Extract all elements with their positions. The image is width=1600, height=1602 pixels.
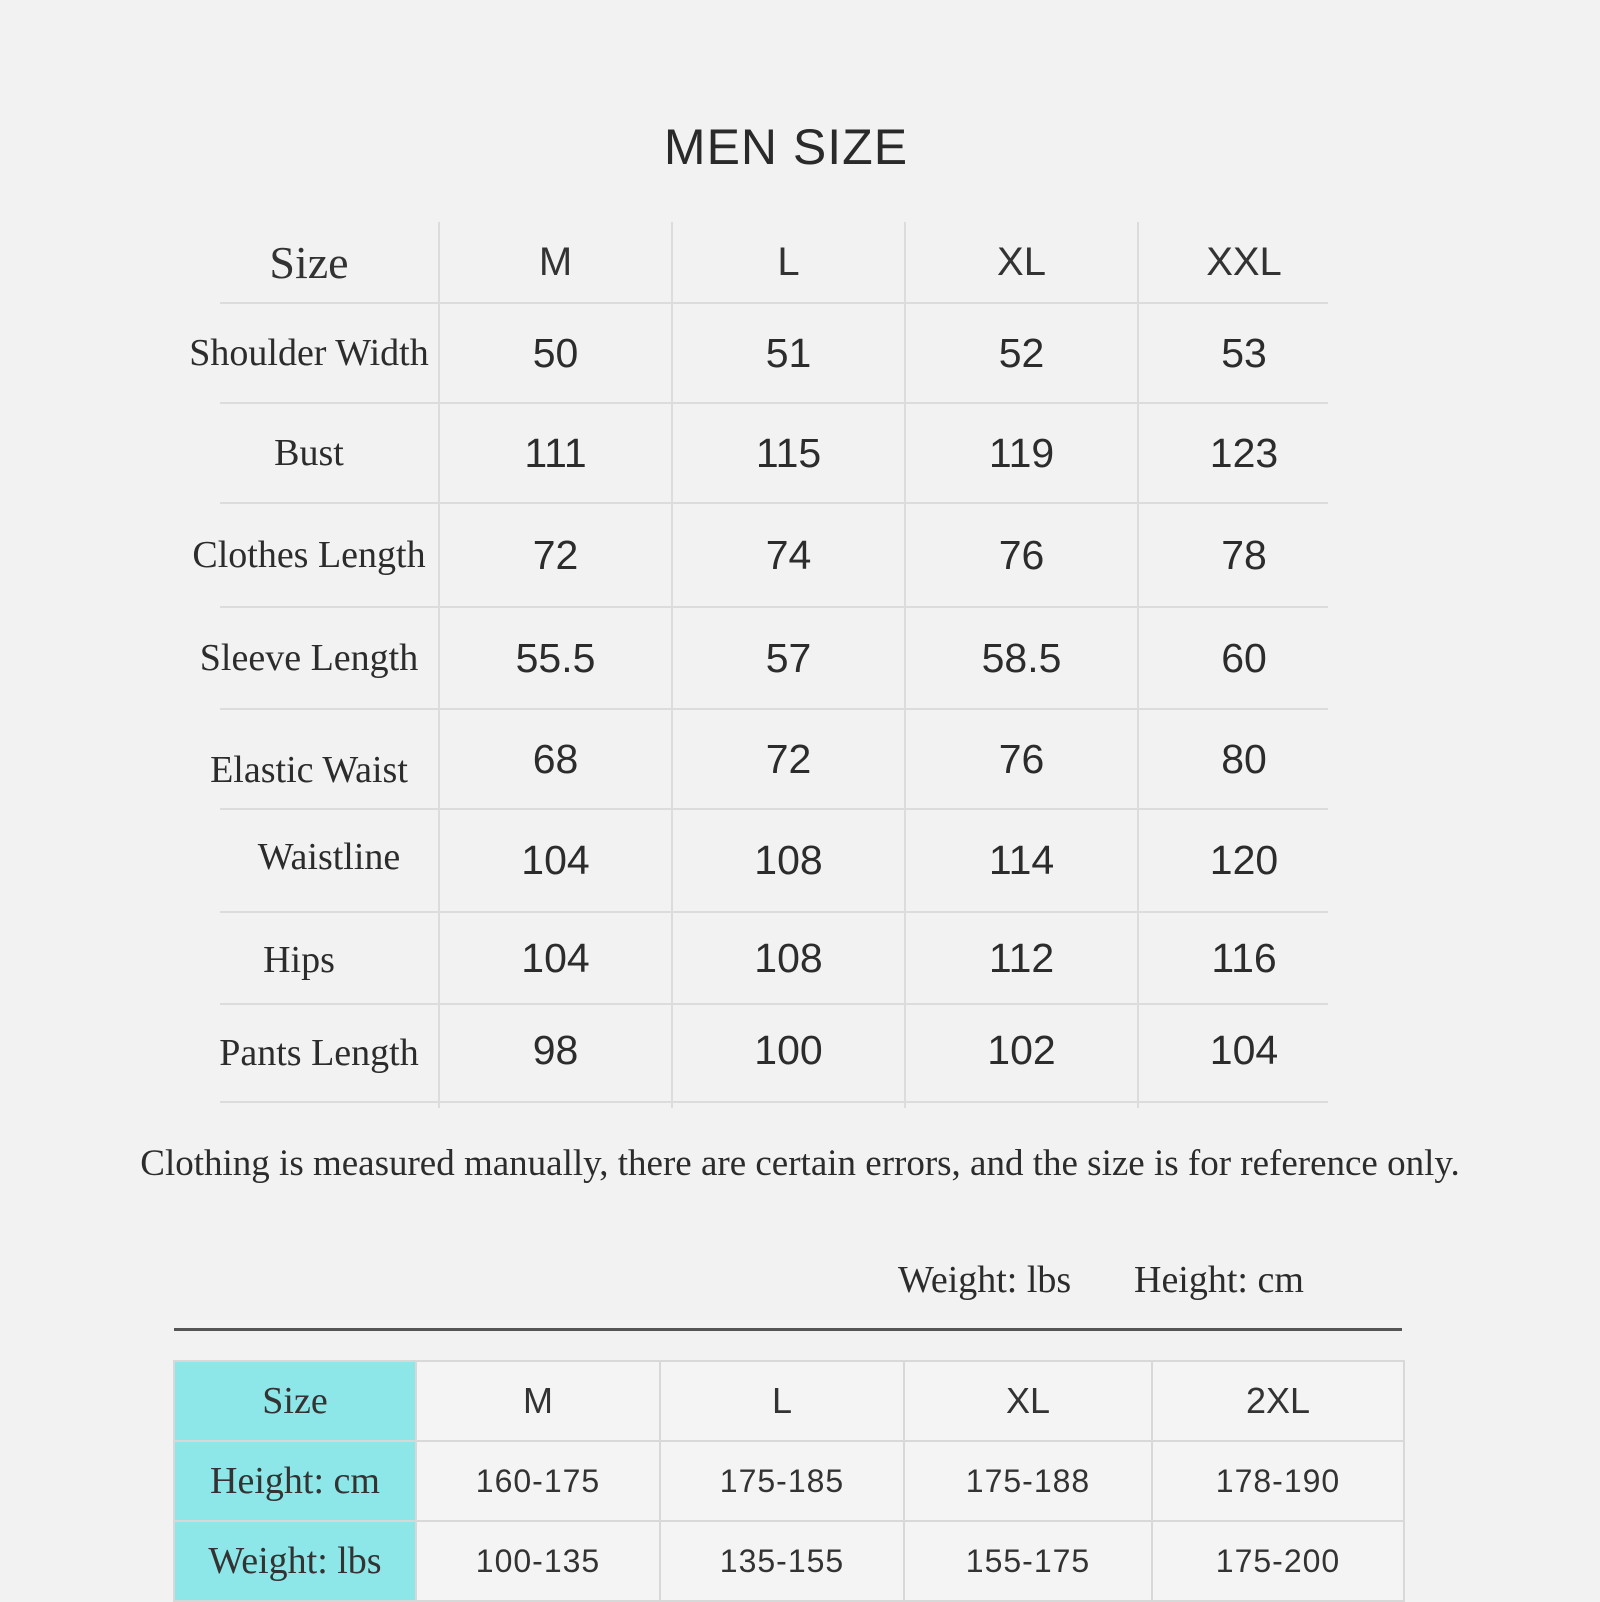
size-header-m: M [538,239,573,284]
table-cell: 175-185 [660,1441,904,1521]
table-cell: 76 [998,531,1045,578]
table-cell: 116 [1211,934,1277,981]
table-cell: 102 [987,1026,1056,1073]
row-label-pants-length: Pants Length [219,1032,419,1074]
table-cell: 100-135 [416,1521,660,1601]
row-label-bust: Bust [274,432,344,474]
table-cell: 52 [998,329,1045,376]
table-cell: 104 [521,837,590,883]
row-label-shoulder-width: Shoulder Width [189,332,429,374]
table-cell: 51 [765,329,812,376]
reference-size-xl: XL [904,1361,1152,1441]
table-cell: 57 [765,634,812,681]
size-column-header: Size [269,236,349,288]
table-cell: 112 [988,934,1055,981]
grid-line [220,1101,1328,1103]
row-label-elastic-waist: Elastic Waist [210,749,408,791]
height-unit-label: Height: cm [1134,1259,1304,1301]
table-cell: 78 [1221,531,1267,578]
table-cell: 100 [754,1026,823,1073]
reference-table [173,1360,1405,1602]
table-cell: 80 [1221,735,1267,782]
measurement-note: Clothing is measured manually, there are certain errors, and the size is for reference only. [140,1143,1460,1184]
table-cell: 76 [998,735,1045,782]
table-cell: 178-190 [1152,1441,1404,1521]
row-label-waistline: Waistline [257,836,401,878]
table-cell: 108 [754,934,823,981]
table-row [174,1441,1404,1521]
table-cell: 53 [1221,329,1267,376]
table-cell: 115 [755,429,822,476]
table-cell: 50 [532,329,579,376]
row-label-hips: Hips [263,939,335,981]
table-cell: 58.5 [981,634,1062,681]
size-header-l: L [777,239,800,284]
size-header-xl: XL [997,239,1046,284]
table-cell: 72 [765,735,812,782]
table-cell: 160-175 [416,1441,660,1521]
row-label-sleeve-length: Sleeve Length [199,637,419,679]
table-cell: 108 [754,837,823,883]
table-cell: 104 [1209,1026,1279,1073]
table-row [174,1361,1404,1441]
row-label-clothes-length: Clothes Length [192,534,426,576]
table-cell: 74 [765,531,812,578]
table-cell: 72 [532,531,579,578]
table-cell: 104 [521,934,590,981]
table-cell: 135-155 [660,1521,904,1601]
table-cell: 114 [988,837,1055,883]
table-cell: 155-175 [904,1521,1152,1601]
table-cell: 60 [1221,634,1267,681]
reference-row-label-weight: Weight: lbs [174,1521,416,1601]
table-cell: 55.5 [515,634,596,681]
table-cell: 111 [524,429,587,476]
reference-size-2xl: 2XL [1152,1361,1404,1441]
table-cell: 175-200 [1152,1521,1404,1601]
size-header-xxl: XXL [1206,239,1282,284]
reference-row-label-height: Height: cm [174,1441,416,1521]
reference-size-header: Size [174,1361,416,1441]
table-cell: 68 [532,735,579,782]
weight-unit-label: Weight: lbs [898,1259,1072,1301]
reference-size-l: L [660,1361,904,1441]
table-cell: 120 [1209,837,1279,883]
table-cell: 98 [532,1026,579,1073]
table-row [174,1521,1404,1601]
table-cell: 123 [1209,429,1279,476]
table-cell: 175-188 [904,1441,1152,1521]
divider [174,1328,1402,1331]
page-title: MEN SIZE [663,119,909,175]
table-cell: 119 [988,429,1055,476]
reference-size-m: M [416,1361,660,1441]
